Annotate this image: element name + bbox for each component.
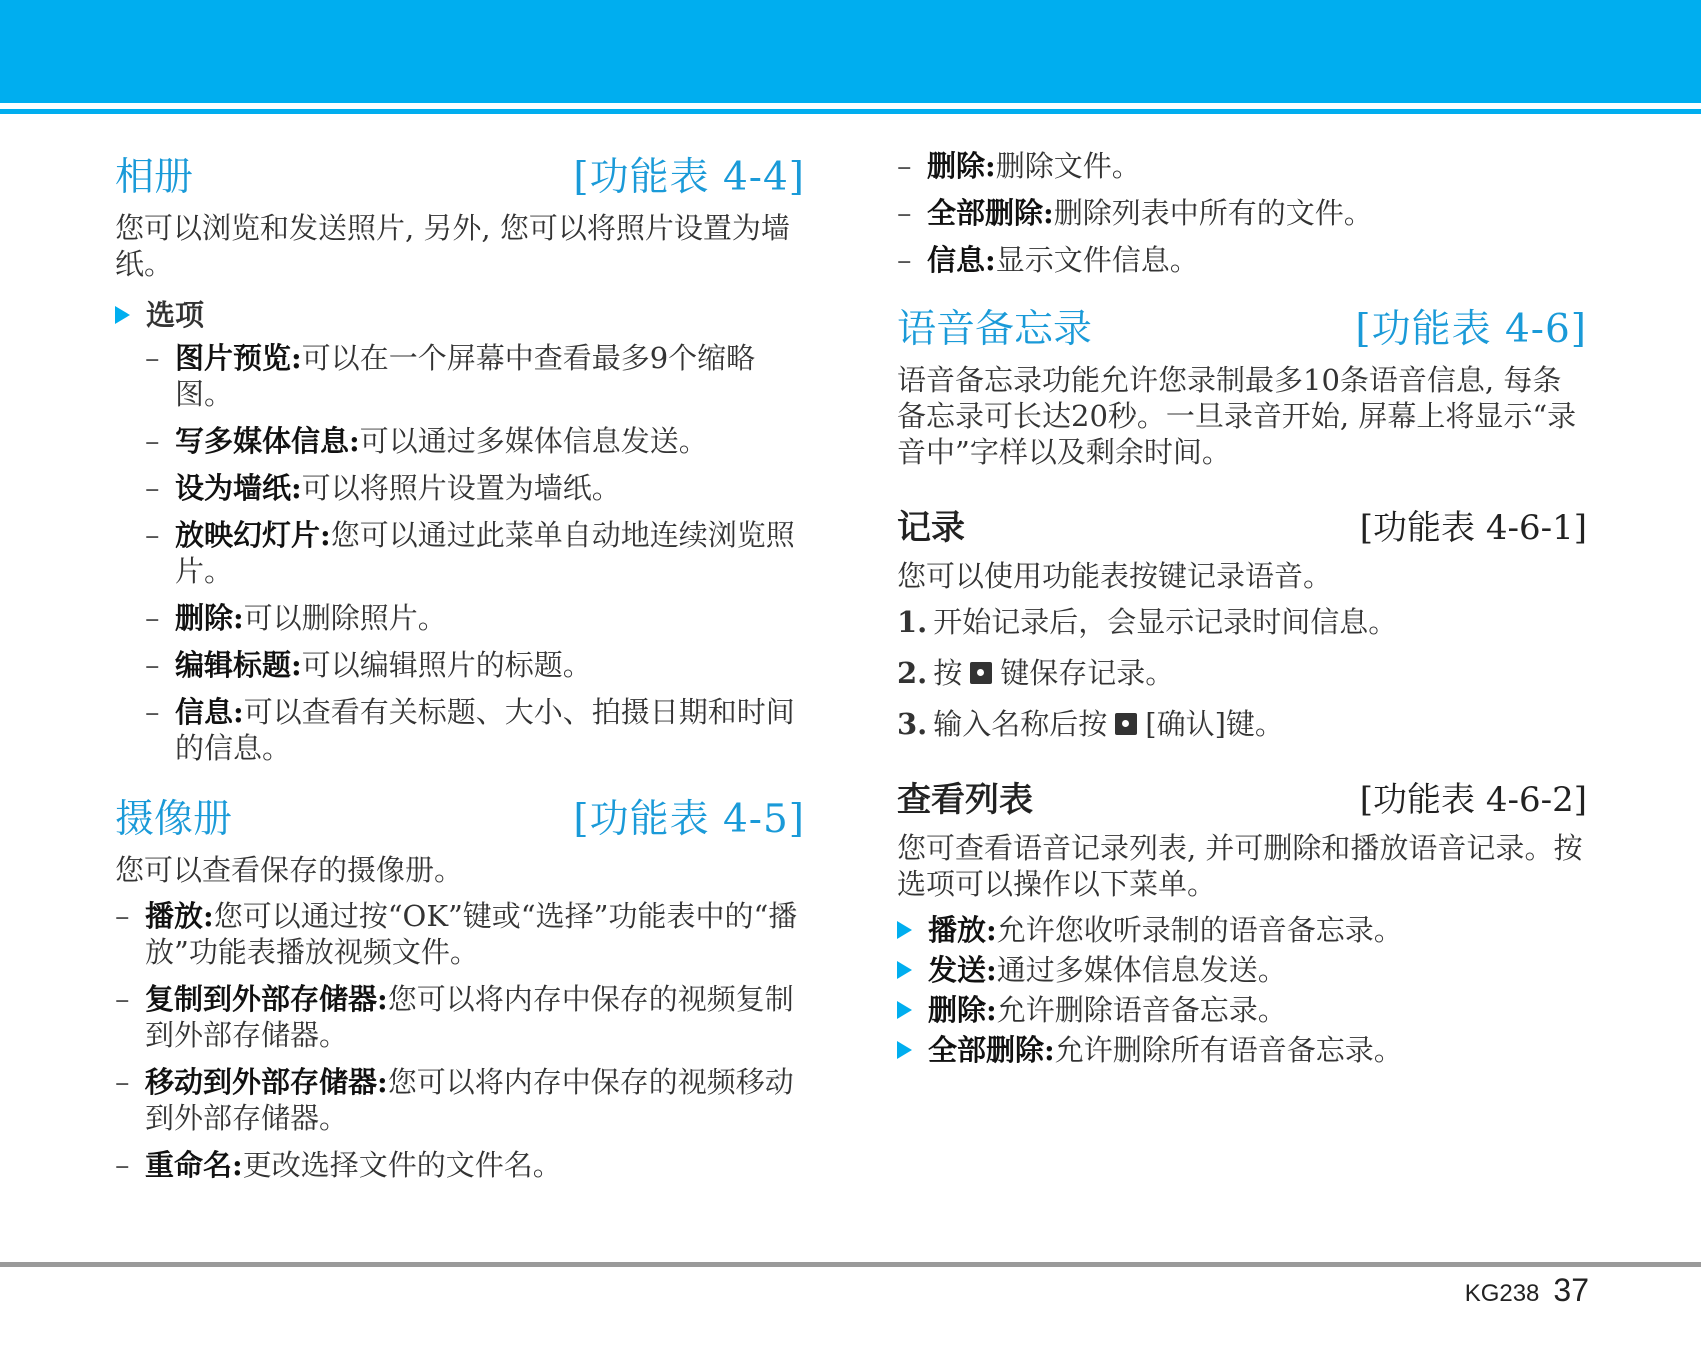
left-column bbox=[115, 138, 805, 1194]
triangle-bullet-icon bbox=[897, 961, 912, 979]
list-item: – 图片预览:可以在一个屏幕中查看最多9个缩略图。 bbox=[145, 340, 805, 412]
page-number: 37 bbox=[1553, 1272, 1589, 1308]
list-item: – 编辑标题:可以编辑照片的标题。 bbox=[145, 647, 805, 683]
camera-album-heading bbox=[115, 796, 805, 844]
camera-album-list-continued bbox=[897, 148, 1587, 278]
camera-album-list bbox=[115, 898, 805, 1183]
view-list-options bbox=[897, 912, 1587, 1068]
list-item: – 删除:可以删除照片。 bbox=[145, 600, 805, 636]
voice-memo-desc: 语音备忘录功能允许您录制最多10条语音信息, 每条备忘录可长达20秒。一旦录音开始, 屏幕上将显示“录音中”字样以及剩余时间。 bbox=[897, 363, 1577, 469]
triangle-bullet-icon bbox=[115, 306, 130, 324]
record-steps bbox=[897, 604, 1587, 742]
list-item: – 写多媒体信息:可以通过多媒体信息发送。 bbox=[145, 423, 805, 459]
triangle-bullet-icon bbox=[897, 1041, 912, 1059]
triangle-bullet-icon bbox=[897, 1001, 912, 1019]
list-item: – 移动到外部存储器:您可以将内存中保存的视频移动到外部存储器。 bbox=[115, 1064, 805, 1136]
view-list-title: 查看列表 bbox=[897, 780, 1033, 820]
footer bbox=[1465, 1272, 1589, 1309]
camera-album-title: 摄像册 bbox=[115, 797, 233, 842]
list-item: 1. 开始记录后，会显示记录时间信息。 bbox=[897, 605, 1398, 639]
album-ref: [功能表 4-4] bbox=[573, 155, 805, 200]
record-title: 记录 bbox=[897, 508, 965, 548]
list-item: 全部删除: 允许删除所有语音备忘录。 bbox=[897, 1032, 1587, 1068]
view-list-heading bbox=[897, 778, 1587, 822]
menu-key-icon bbox=[1115, 713, 1137, 735]
footer-rule bbox=[0, 1262, 1701, 1267]
list-item: – 设为墙纸:可以将照片设置为墙纸。 bbox=[145, 470, 805, 506]
list-item: – 信息:可以查看有关标题、大小、拍摄日期和时间的信息。 bbox=[145, 694, 805, 766]
list-item: – 播放:您可以通过按“OK”键或“选择”功能表中的“播放”功能表播放视频文件。 bbox=[115, 898, 805, 970]
album-options-heading bbox=[115, 296, 805, 334]
list-item: – 复制到外部存储器:您可以将内存中保存的视频复制到外部存储器。 bbox=[115, 981, 805, 1053]
list-item: – 删除:删除文件。 bbox=[897, 148, 1587, 184]
album-title: 相册 bbox=[115, 155, 194, 200]
list-item: – 全部删除:删除列表中所有的文件。 bbox=[897, 195, 1587, 231]
voice-memo-heading bbox=[897, 306, 1587, 354]
record-heading bbox=[897, 506, 1587, 550]
header-rule bbox=[0, 109, 1701, 114]
album-desc: 您可以浏览和发送照片, 另外, 您可以将照片设置为墙纸。 bbox=[115, 211, 790, 281]
list-item: 发送: 通过多媒体信息发送。 bbox=[897, 952, 1587, 988]
view-list-ref: [功能表 4-6-2] bbox=[1359, 780, 1587, 820]
list-item: 2. 按 键保存记录。 bbox=[897, 656, 1175, 690]
record-desc: 您可以使用功能表按键记录语音。 bbox=[897, 559, 1333, 593]
list-item: – 重命名:更改选择文件的文件名。 bbox=[115, 1147, 805, 1183]
header-band bbox=[0, 0, 1701, 103]
menu-key-icon bbox=[970, 662, 992, 684]
view-list-desc: 您可查看语音记录列表, 并可删除和播放语音记录。按选项可以操作以下菜单。 bbox=[897, 831, 1583, 901]
record-ref: [功能表 4-6-1] bbox=[1359, 508, 1587, 548]
album-heading bbox=[115, 154, 805, 202]
album-options-list bbox=[115, 340, 805, 766]
model-name: KG238 bbox=[1464, 1280, 1540, 1307]
voice-memo-ref: [功能表 4-6] bbox=[1355, 307, 1587, 352]
list-item: – 信息:显示文件信息。 bbox=[897, 242, 1587, 278]
right-column bbox=[897, 138, 1587, 1072]
list-item: – 放映幻灯片:您可以通过此菜单自动地连续浏览照片。 bbox=[145, 517, 805, 589]
list-item: 删除: 允许删除语音备忘录。 bbox=[897, 992, 1587, 1028]
triangle-bullet-icon bbox=[897, 921, 912, 939]
list-item: 3. 输入名称后按 [确认]键。 bbox=[897, 707, 1284, 741]
options-label: 选项 bbox=[146, 298, 205, 332]
camera-album-desc: 您可以查看保存的摄像册。 bbox=[115, 853, 464, 887]
list-item: 播放: 允许您收听录制的语音备忘录。 bbox=[897, 912, 1587, 948]
camera-album-ref: [功能表 4-5] bbox=[573, 797, 805, 842]
voice-memo-title: 语音备忘录 bbox=[897, 307, 1093, 352]
